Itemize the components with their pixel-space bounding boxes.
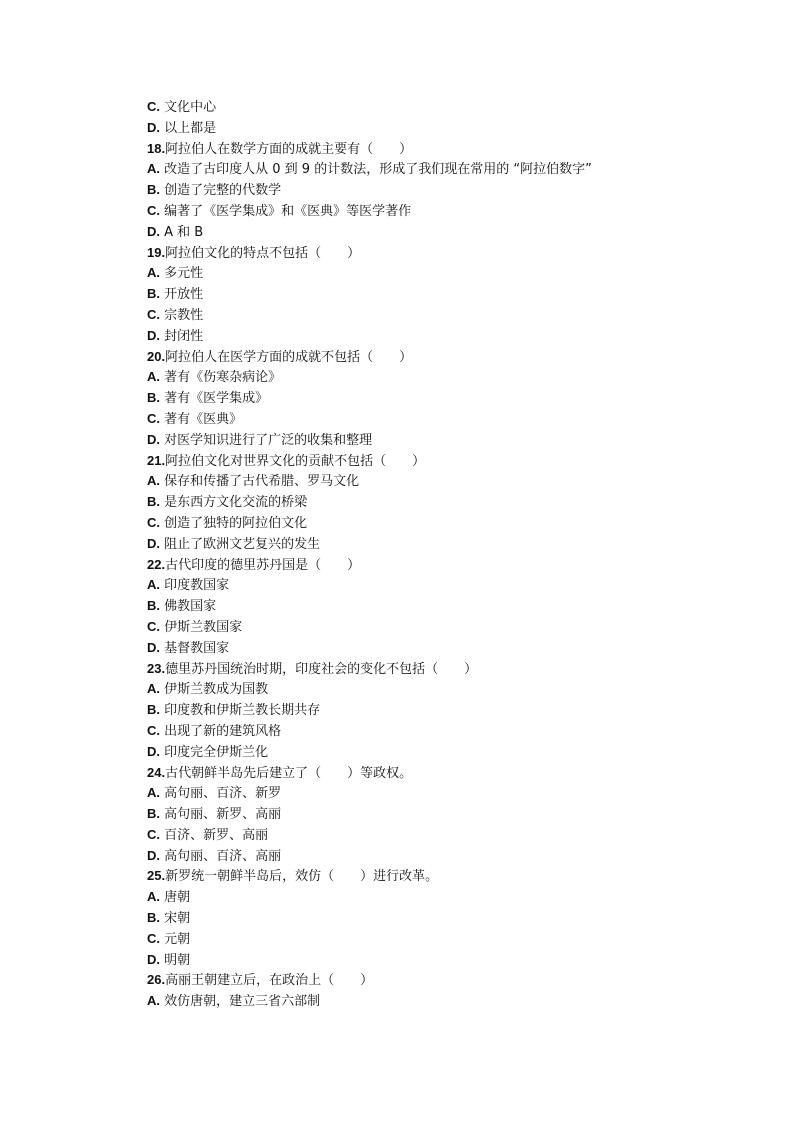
answer-option [147,929,707,950]
answer-option [147,492,707,513]
answer-option [147,908,707,929]
option-text: 著有《伤寒杂病论》 [160,370,282,386]
question-list [147,97,707,1012]
option-text: 高句丽、百济、高丽 [160,848,282,864]
answer-option [147,991,707,1012]
option-letter: D. [147,639,160,655]
option-text: 百济、新罗、高丽 [160,827,269,843]
option-text: 多元性 [160,266,204,282]
option-text: 创造了完整的代数学 [160,183,282,199]
question-text: 阿拉伯人在医学方面的成就不包括（ ） [165,349,413,365]
question-text: 高丽王朝建立后，在政治上（ ） [165,973,374,989]
question-number: 18. [147,140,166,156]
option-text: 伊斯兰教国家 [160,619,243,635]
option-text: 出现了新的建筑风格 [160,723,282,739]
answer-option [147,617,707,638]
option-letter: B. [147,494,160,510]
answer-option [147,638,707,659]
option-text: 基督教国家 [160,640,230,656]
option-text: 以上都是 [160,120,217,136]
option-letter: C. [147,826,160,842]
answer-option [147,263,707,284]
option-letter: C. [147,618,160,634]
option-text: 是东西方文化交流的桥梁 [160,495,308,511]
answer-option [147,575,707,596]
answer-option [147,471,707,492]
answer-option [147,97,707,118]
option-text: 印度教和伊斯兰教长期共存 [160,703,321,719]
question-stem [147,347,707,368]
option-letter: A. [147,369,160,385]
option-letter: B. [147,806,160,822]
option-letter: D. [147,119,160,135]
answer-option [147,783,707,804]
question-stem [147,451,707,472]
answer-option [147,742,707,763]
option-letter: B. [147,702,160,718]
option-text: 宗教性 [160,307,204,323]
question-number: 21. [147,452,166,468]
option-text: 唐朝 [160,890,191,906]
answer-option [147,534,707,555]
question-number: 20. [147,348,166,364]
answer-option [147,222,707,243]
option-text: 印度教国家 [160,578,230,594]
answer-option [147,950,707,971]
option-letter: D. [147,535,160,551]
answer-option [147,367,707,388]
question-number: 22. [147,556,166,572]
option-letter: B. [147,598,160,614]
answer-option [147,326,707,347]
option-letter: B. [147,390,160,406]
option-text: 著有《医学集成》 [160,391,269,407]
option-text: 对医学知识进行了广泛的收集和整理 [160,432,373,448]
option-text: 文化中心 [160,100,217,115]
question-text: 古代印度的德里苏丹国是（ ） [165,557,361,573]
option-text: 封闭性 [160,328,204,344]
option-text: 阻止了欧洲文艺复兴的发生 [160,536,321,552]
option-letter: C. [147,722,160,738]
question-stem [147,970,707,991]
answer-option [147,305,707,326]
question-text: 德里苏丹国统治时期，印度社会的变化不包括（ ） [165,661,478,677]
option-letter: D. [147,847,160,863]
option-letter: B. [147,910,160,926]
question-stem [147,763,707,784]
question-text: 阿拉伯文化对世界文化的贡献不包括（ ） [165,453,426,469]
question-stem [147,243,707,264]
question-text: 阿拉伯文化的特点不包括（ ） [165,245,361,261]
answer-option [147,284,707,305]
question-stem [147,659,707,680]
answer-option [147,846,707,867]
answer-option [147,887,707,908]
option-text: 著有《医典》 [160,411,243,427]
option-letter: D. [147,951,160,967]
option-text: A 和 B [160,224,204,240]
option-text: 高句丽、百济、新罗 [160,786,282,802]
answer-option [147,700,707,721]
answer-option [147,679,707,700]
option-letter: B. [147,182,160,198]
answer-option [147,721,707,742]
option-text: 伊斯兰教成为国教 [160,682,269,698]
answer-option [147,118,707,139]
option-letter: A. [147,993,160,1009]
option-letter: C. [147,930,160,946]
question-number: 25. [147,868,166,884]
answer-option [147,804,707,825]
option-text: 开放性 [160,287,204,303]
option-text: 高句丽、新罗、高丽 [160,807,282,823]
option-text: 宋朝 [160,911,191,927]
option-letter: A. [147,785,160,801]
question-stem [147,555,707,576]
option-text: 效仿唐朝，建立三省六部制 [160,994,321,1010]
question-number: 26. [147,972,166,988]
answer-option [147,201,707,222]
answer-option [147,825,707,846]
option-text: 改造了古印度人从 0 到 9 的计数法，形成了我们现在常用的 “阿拉伯数字” [160,162,592,178]
option-letter: B. [147,286,160,302]
answer-option [147,430,707,451]
option-letter: C. [147,99,160,114]
option-letter: A. [147,681,160,697]
option-text: 编著了《医学集成》和《医典》等医学著作 [160,203,412,219]
option-text: 佛教国家 [160,599,217,615]
option-text: 元朝 [160,931,191,947]
option-text: 印度完全伊斯兰化 [160,744,269,760]
option-letter: D. [147,431,160,447]
answer-option [147,388,707,409]
option-letter: A. [147,577,160,593]
option-text: 创造了独特的阿拉伯文化 [160,515,308,531]
option-letter: D. [147,743,160,759]
question-stem [147,139,707,160]
option-letter: C. [147,410,160,426]
answer-option [147,596,707,617]
question-stem [147,866,707,887]
question-number: 23. [147,660,166,676]
answer-option [147,409,707,430]
question-text: 古代朝鲜半岛先后建立了（ ）等政权。 [165,765,413,781]
option-letter: A. [147,161,160,177]
question-number: 24. [147,764,166,780]
option-letter: A. [147,889,160,905]
answer-option [147,513,707,534]
option-text: 保存和传播了古代希腊、罗马文化 [160,474,360,490]
option-letter: A. [147,473,160,489]
answer-option [147,180,707,201]
option-letter: C. [147,306,160,322]
option-letter: C. [147,514,160,530]
answer-option [147,159,707,180]
question-text: 新罗统一朝鲜半岛后，效仿（ ）进行改革。 [165,869,439,885]
question-text: 阿拉伯人在数学方面的成就主要有（ ） [165,141,413,157]
option-letter: C. [147,202,160,218]
question-number: 19. [147,244,166,260]
option-letter: D. [147,327,160,343]
option-letter: A. [147,265,160,281]
option-text: 明朝 [160,952,191,968]
option-letter: D. [147,223,160,239]
